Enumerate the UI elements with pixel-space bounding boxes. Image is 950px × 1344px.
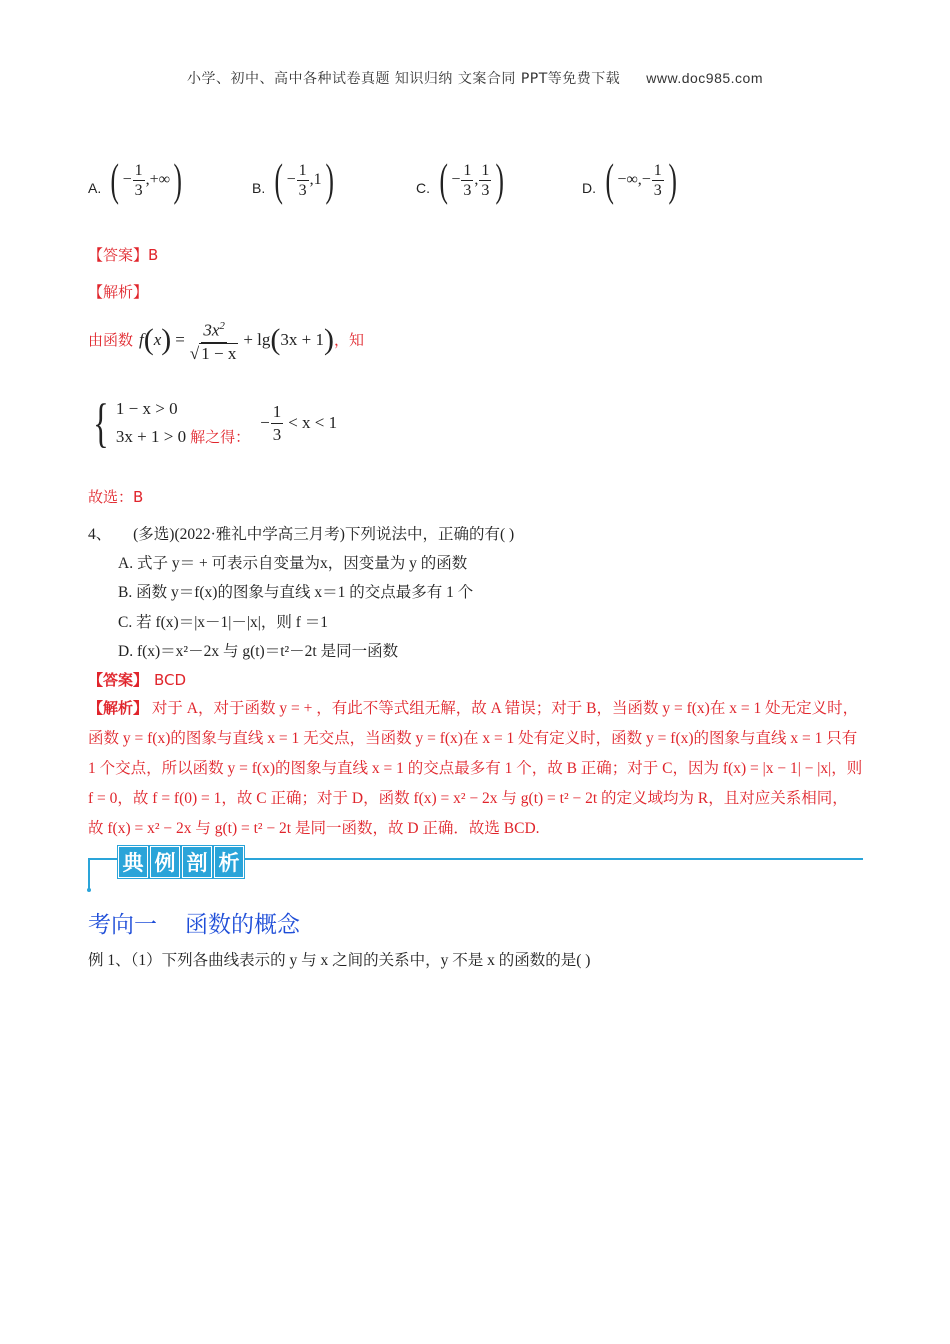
right-paren: ) — [495, 154, 505, 205]
choose-1: 故选：B — [88, 488, 144, 506]
denominator: 3 — [298, 181, 307, 199]
answer-tag: 【答案】 — [88, 246, 149, 264]
result-fraction — [271, 401, 284, 446]
header-url[interactable]: www.doc985.com — [646, 70, 763, 86]
fn-sqrt-content: 1 − x — [201, 343, 237, 363]
open-paren-2: ( — [270, 322, 281, 356]
numerator: 1 — [481, 161, 490, 179]
denominator: 3 — [134, 181, 143, 199]
close-paren: ) — [161, 322, 172, 356]
comma: , — [145, 171, 150, 188]
question-4-option-a: A. 式子 y＝ + 可表示自变量为x，因变量为 y 的函数 — [118, 555, 468, 572]
question-4-option-d: D. f(x)＝x²－2x 与 g(t)＝t²－2t 是同一函数 — [118, 643, 399, 660]
left-paren: ( — [110, 154, 120, 205]
numerator: 1 — [463, 161, 472, 179]
banner-char: 剖 — [182, 846, 212, 878]
fraction — [297, 161, 309, 200]
fn-var: x — [153, 329, 162, 349]
comma: , — [637, 171, 642, 188]
question-4-option-c: C. 若 f(x)＝|x－1|－|x|，则 f ＝1 — [118, 614, 329, 631]
equals: = — [175, 329, 185, 349]
fn-arg: 3x + 1 — [280, 329, 324, 349]
banner-vertical-line — [88, 858, 90, 890]
fraction — [133, 161, 145, 200]
question-stem: (多选)(2022·雅礼中学高三月考)下列说法中，正确的有( ) — [133, 526, 515, 543]
fn-prefix: 由函数 — [88, 331, 134, 350]
banner-char: 例 — [150, 846, 180, 878]
fraction — [461, 161, 473, 200]
bound: −∞ — [617, 171, 638, 188]
banner-chars — [118, 846, 244, 878]
option-c — [416, 150, 508, 210]
result-sign: − — [260, 413, 270, 432]
analysis-text: 对于 A，对于函数 y = + ，有此不等式组无解，故 A 错误；对于 B，当函数 y = f(x)在 x = 1 处无定义时，函数 y = f(x)的图象与直线 x = 1 无交点，当函数 y = f(x)在 x = 1 处有定义时，函数 y = f(x)的图象与直线 x = 1 只有 1 个交点，所以函数 y = f(x)的图象与直线 x = 1 的交点最多有 1 个，故 B 正确；对于 C，因为 f(x) = |x − 1| − |x|，则 f = 0，故 f = f(0) = 1，故 C 正确；对于 D，函数 f(x) = x² − 2x 与 g(t) = t² − 2t 的定义域均为 R，且对应关系相同，故 f(x) = x² − 2x 与 g(t) = t² − 2t 是同一函数，故 D 正确．故选 BCD. — [88, 700, 863, 837]
option-a — [88, 150, 185, 210]
minus-sign: − — [641, 171, 651, 188]
banner-char: 典 — [118, 846, 148, 878]
section-title-a: 考向一 — [88, 912, 157, 938]
answer-value: BCD — [154, 671, 187, 689]
right-paren: ) — [173, 154, 182, 205]
header-text: 小学、初中、高中各种试卷真题 知识归纳 文案合同 PPT等免费下载 — [186, 71, 621, 87]
open-paren: ( — [143, 322, 154, 356]
bound: +∞ — [149, 171, 171, 188]
bound: 1 — [313, 171, 322, 188]
result-numerator: 1 — [271, 401, 284, 424]
comma: , — [474, 171, 479, 188]
left-paren: ( — [605, 154, 614, 205]
section-title — [88, 906, 300, 939]
example-1: 例 1、（1）下列各曲线表示的 y 与 x 之间的关系中，y 不是 x 的函数的是( ) — [88, 952, 591, 969]
option-label: C. — [416, 180, 430, 196]
fn-denominator: √ 1 − x — [189, 343, 237, 363]
denominator: 3 — [481, 181, 490, 199]
result-tail: < x < 1 — [288, 413, 338, 432]
question-number: 4、 — [88, 526, 112, 543]
section-title-b: 函数的概念 — [185, 912, 300, 938]
banner-char: 析 — [214, 846, 244, 878]
option-label: B. — [252, 180, 266, 196]
analysis-1-tag: 【解析】 — [88, 283, 149, 301]
option-label: D. — [582, 180, 596, 196]
answer-tag: 【答案】 — [88, 671, 149, 689]
question-4-option-b: B. 函数 y＝f(x)的图象与直线 x＝1 的交点最多有 1 个 — [118, 584, 474, 601]
page-header — [0, 68, 950, 88]
minus-sign: − — [451, 171, 461, 188]
fn-exponent: 2 — [219, 320, 225, 332]
analysis-tag: 【解析】 — [88, 699, 149, 717]
comma: , — [309, 171, 314, 188]
fraction — [652, 161, 664, 200]
close-paren-2: ) — [323, 322, 334, 356]
answer-1 — [88, 244, 158, 265]
minus-sign: − — [122, 171, 132, 188]
answer-value: B — [148, 246, 159, 264]
left-paren: ( — [439, 154, 448, 205]
question-4-stem — [88, 522, 514, 544]
inequality-system — [88, 395, 337, 451]
denominator: 3 — [463, 181, 472, 199]
fn-suffix: ，知 — [333, 331, 364, 350]
left-paren: ( — [274, 154, 284, 205]
fn-numerator — [201, 315, 227, 343]
option-label: A. — [88, 180, 102, 196]
answer-2 — [88, 669, 186, 690]
option-d — [582, 150, 680, 210]
numerator: 1 — [653, 161, 662, 179]
fn-plus-lg: + lg — [243, 329, 271, 349]
fn-name: f — [139, 329, 144, 349]
system-lines — [116, 395, 186, 451]
solve-label: 解之得： — [190, 427, 251, 446]
fn-fraction — [190, 315, 238, 365]
result-denominator: 3 — [272, 424, 282, 444]
function-definition — [88, 315, 364, 365]
left-brace: { — [93, 393, 109, 453]
banner-dot — [87, 888, 91, 892]
numerator: 1 — [134, 161, 143, 179]
right-paren: ) — [668, 154, 677, 205]
fraction — [479, 161, 491, 200]
fn-numerator-base: 3x — [203, 320, 220, 340]
section-banner — [88, 842, 863, 892]
minus-sign: − — [286, 171, 296, 188]
numerator: 1 — [298, 161, 307, 179]
analysis-2 — [88, 693, 863, 844]
right-paren: ) — [325, 154, 334, 205]
system-line-2: 3x + 1 > 0 — [115, 427, 187, 446]
denominator: 3 — [653, 181, 662, 199]
system-line-1: 1 − x > 0 — [115, 399, 178, 418]
option-b — [252, 150, 337, 210]
